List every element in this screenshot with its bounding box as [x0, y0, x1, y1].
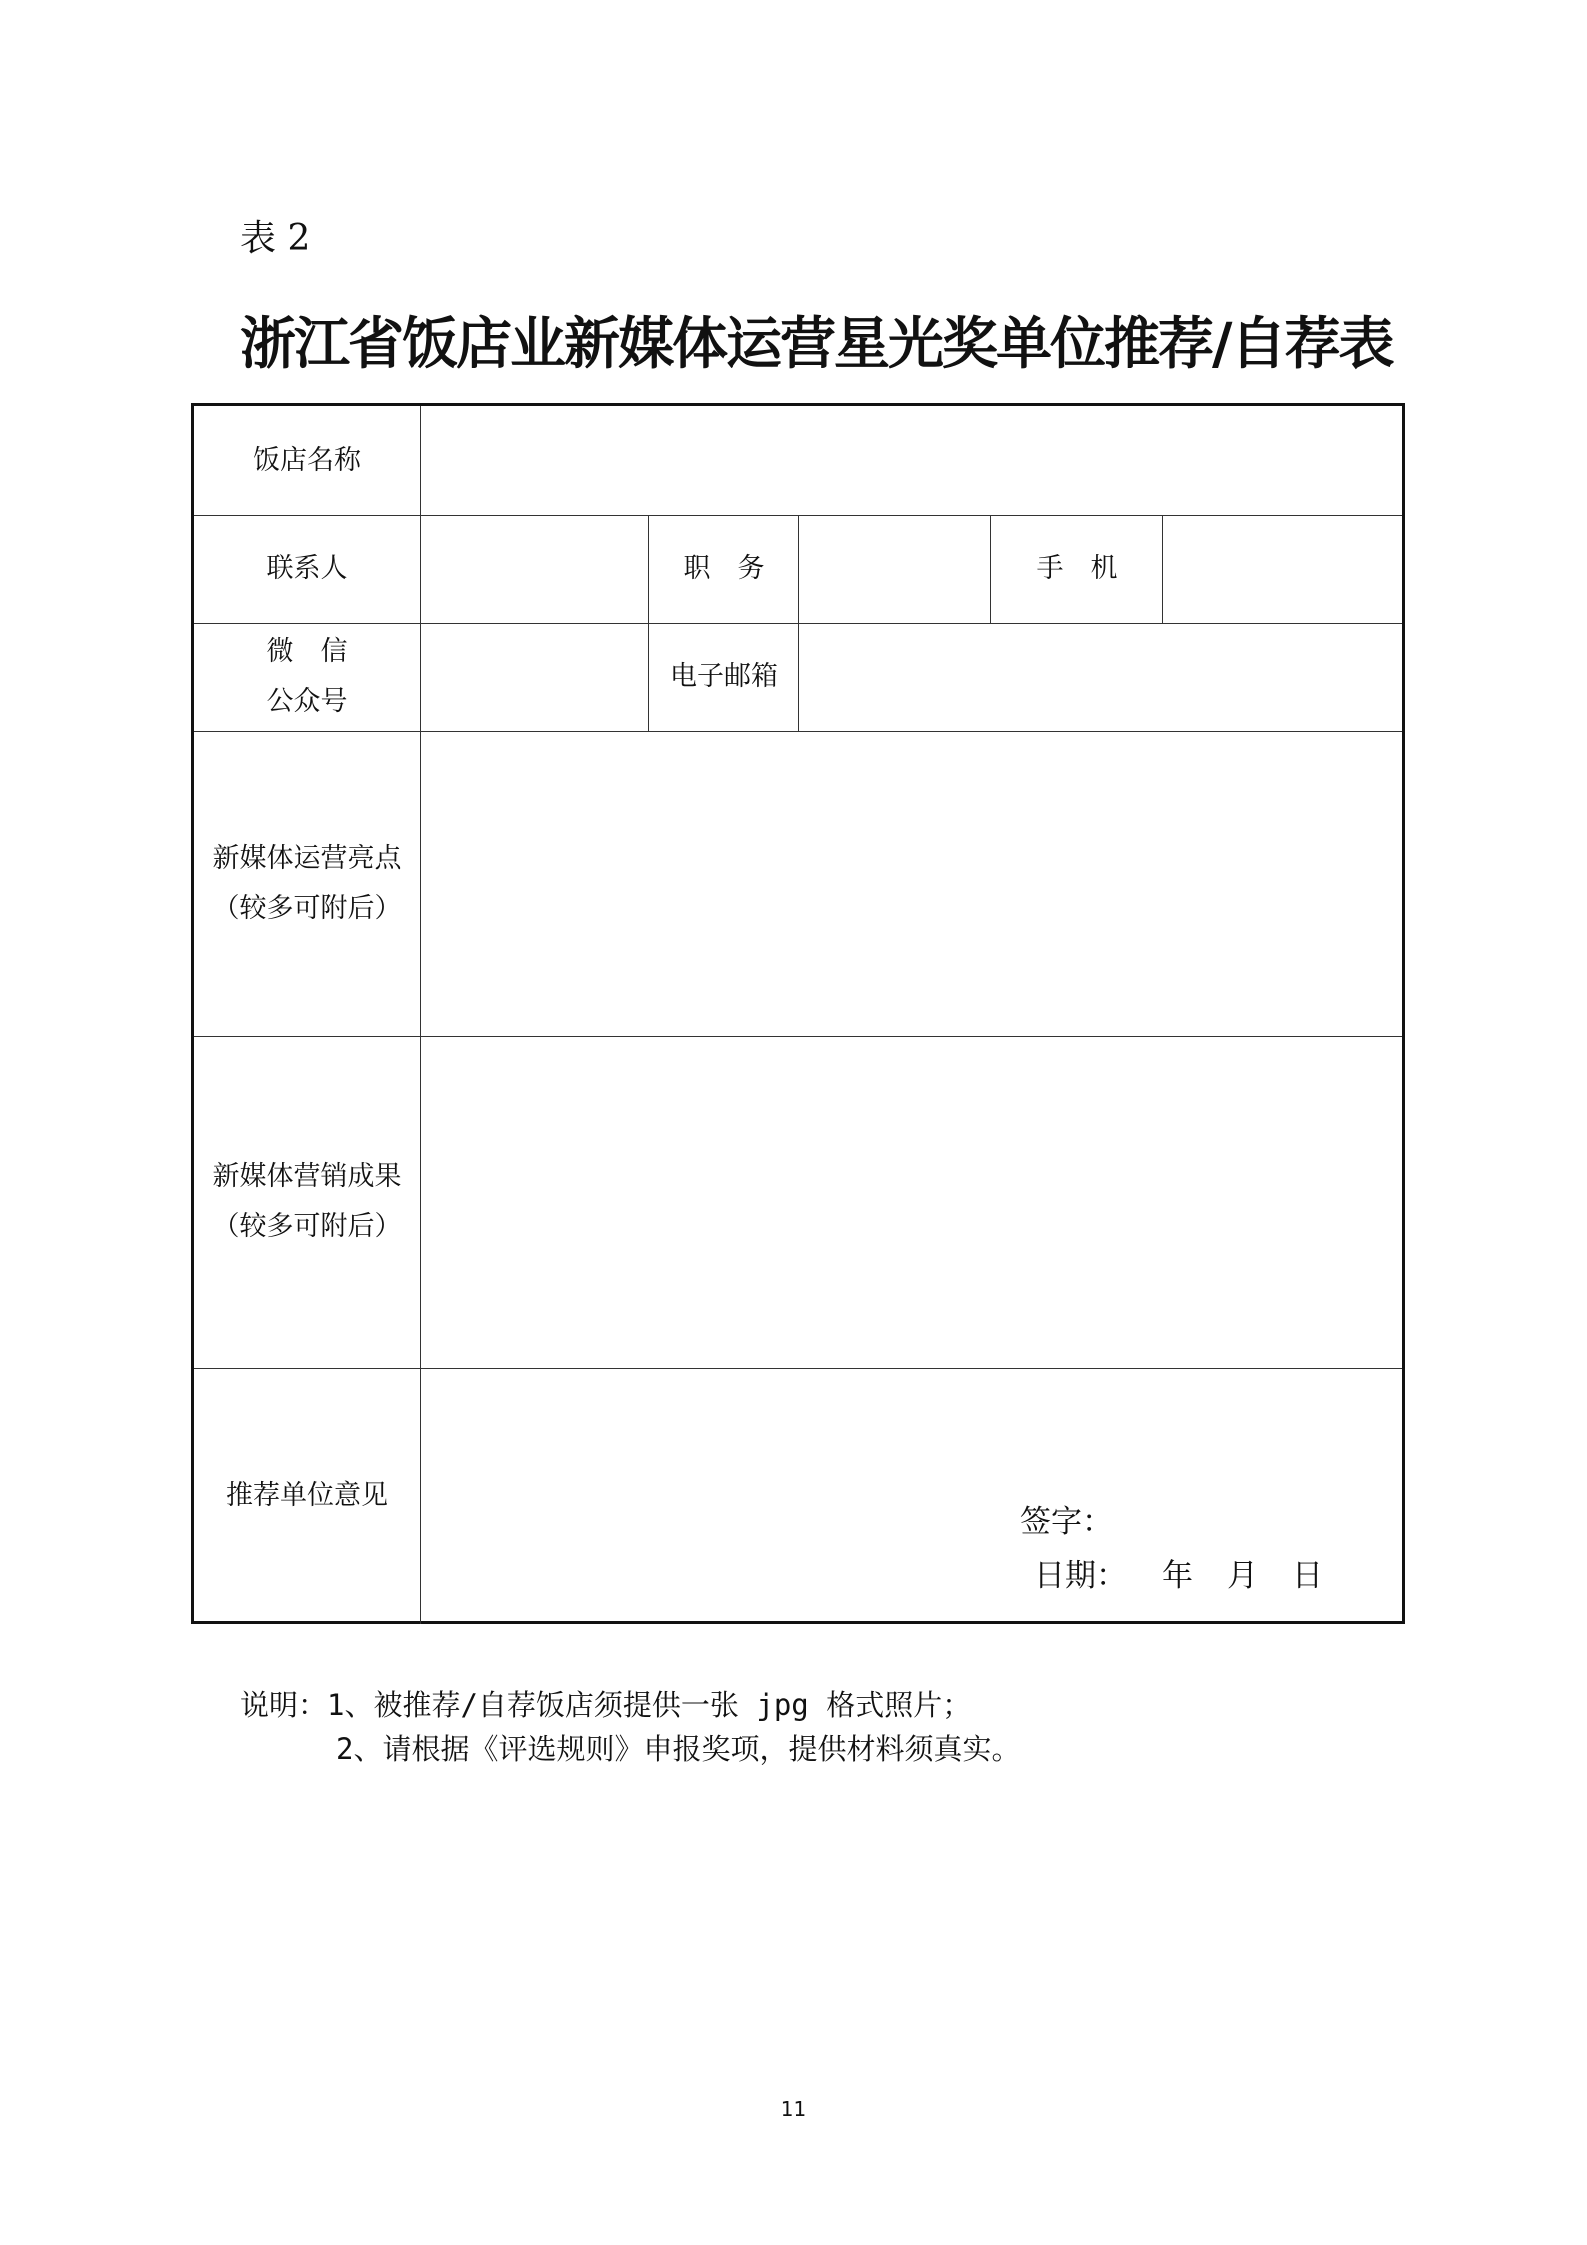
- email-field[interactable]: [800, 623, 1402, 731]
- contact-label: 联系人: [266, 553, 348, 584]
- column-divider: [420, 406, 421, 1624]
- highlights-field[interactable]: [422, 731, 1402, 1036]
- contact-field[interactable]: [422, 515, 648, 623]
- results-field[interactable]: [422, 1036, 1402, 1368]
- notes: [240, 1683, 1020, 1771]
- recommendation-form: [191, 403, 1405, 1624]
- wechat-account-label: 微 信 公众号: [266, 636, 348, 717]
- date-label: 日期：: [1034, 1558, 1127, 1594]
- results-label: 新媒体营销成果 （较多可附后）: [212, 1161, 402, 1242]
- day-label: 日: [1292, 1558, 1323, 1594]
- form-title: 浙江省饭店业新媒体运营星光奖单位推荐/自荐表: [240, 312, 1393, 377]
- signature-label: 签字：: [1020, 1504, 1113, 1540]
- position-field[interactable]: [800, 515, 990, 623]
- column-divider: [1162, 515, 1163, 623]
- year-label: 年: [1162, 1558, 1193, 1594]
- opinion-label: 推荐单位意见: [226, 1480, 388, 1511]
- hotel-name-label: 饭店名称: [253, 444, 361, 476]
- note-line-2: 2、请根据《评选规则》申报奖项，提供材料须真实。: [336, 1732, 1021, 1766]
- hotel-name-field[interactable]: [422, 406, 1402, 515]
- phone-field[interactable]: [1164, 515, 1402, 623]
- highlights-label: 新媒体运营亮点 （较多可附后）: [212, 842, 402, 924]
- page-number: 11: [780, 2097, 807, 2121]
- column-divider: [798, 515, 799, 731]
- phone-label: 手 机: [1036, 553, 1118, 584]
- table-number-label: 表 2: [240, 218, 311, 259]
- wechat-account-field[interactable]: [422, 623, 648, 731]
- column-divider: [648, 515, 649, 731]
- email-label: 电子邮箱: [670, 661, 778, 692]
- column-divider: [990, 515, 991, 623]
- position-label: 职 务: [683, 553, 765, 584]
- month-label: 月: [1227, 1558, 1258, 1594]
- note-line-1: 说明：1、被推荐/自荐饭店须提供一张 jpg 格式照片；: [240, 1688, 972, 1722]
